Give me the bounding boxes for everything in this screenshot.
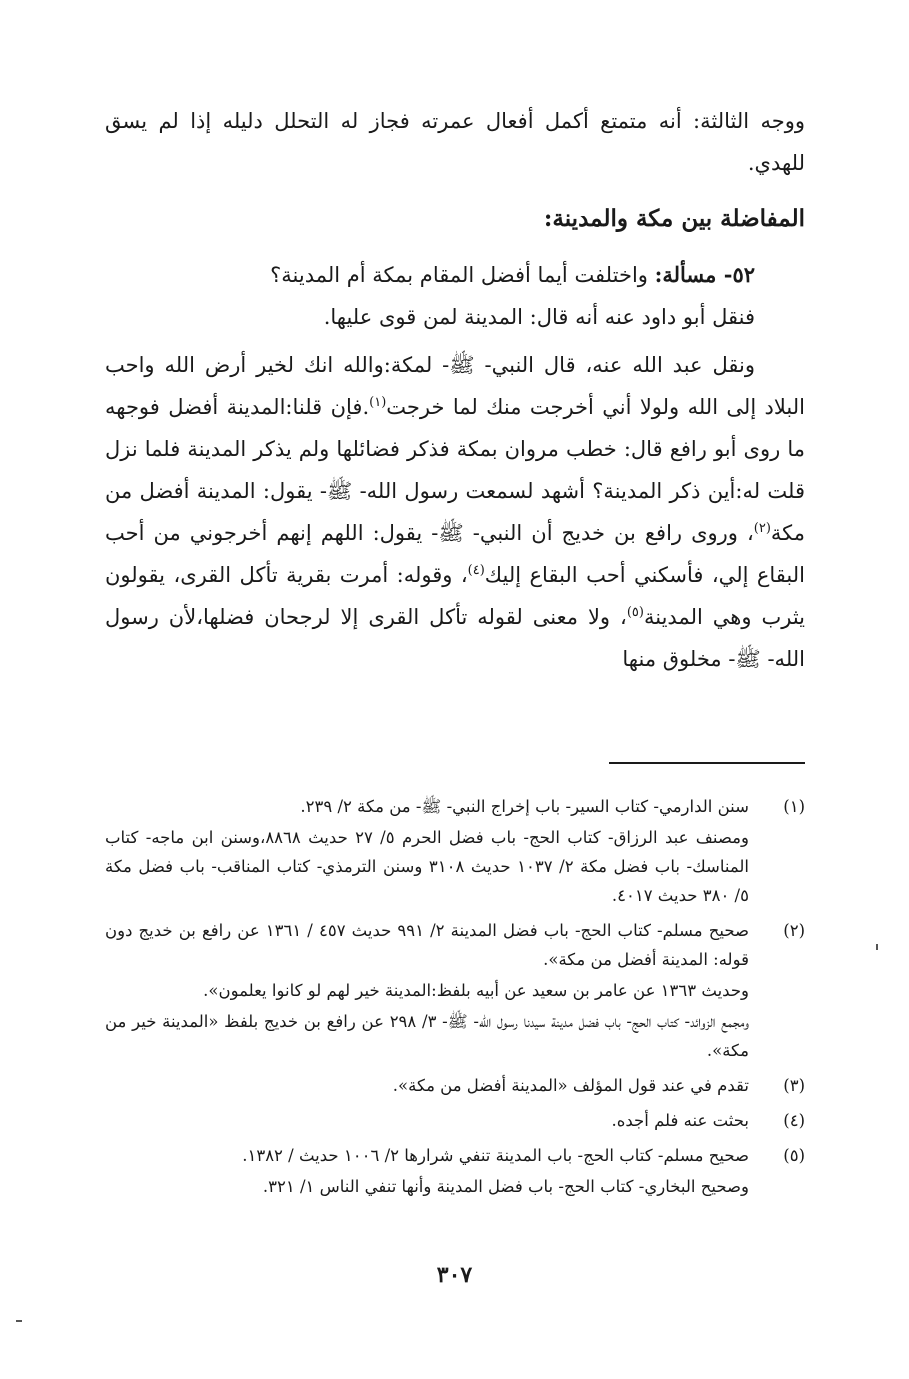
footnote-2 — [105, 916, 805, 1065]
footnote-line: سنن الدارمي- كتاب السير- باب إخراج النبي- ﷺ- من مكة ٢/ ٢٣٩. — [300, 797, 749, 816]
issue-question: واختلفت أيما أفضل المقام بمكة أم المدينة؟ — [270, 263, 655, 287]
footnote-4 — [105, 1106, 805, 1135]
footnote-line: صحيح مسلم- كتاب الحج- باب المدينة تنفي شرارها ٢/ ١٠٠٦ حديث / ١٣٨٢. — [242, 1146, 749, 1165]
footnote-ref-2[interactable]: (٢) — [753, 521, 771, 536]
footnote-number: (١) — [783, 797, 805, 816]
issue-52 — [105, 254, 805, 296]
main-text-block — [105, 100, 805, 680]
paragraph-third-aspect: ووجه الثالثة: أنه متمتع أكمل أفعال عمرته فجاز له التحلل دليله إذا لم يسق للهدي. — [105, 109, 805, 175]
footnote-line: بحثت عنه فلم أجده. — [611, 1111, 749, 1130]
main-text-part-5: ، ولا معنى لقوله تأكل القرى إلا لرجحان فضلها،لأن رسول الله- ﷺ- مخلوق منها — [105, 605, 805, 671]
footnote-5 — [105, 1141, 805, 1201]
footnote-line: ومجمع الزوائد- كتاب الحج- باب فضل مدينة سيدنا رسول الله- ﷺ- ٣/ ٢٩٨ عن رافع بن خديج بلفظ «المدينة خير من مكة». — [105, 1012, 749, 1060]
main-text-part-4: ، وقوله: أمرت بقرية تأكل القرى، يقولون يثرب وهي المدينة — [105, 563, 805, 629]
footnote-number: (٥) — [783, 1146, 805, 1165]
scan-speck — [16, 1320, 22, 1322]
main-text-part-3: ، وروى رافع بن خديج أن النبي- ﷺ- يقول: اللهم إنهم أخرجوني من أحب البقاع إلي، فأسكني أحب البقاع إليك — [105, 521, 805, 587]
footnote-line: تقدم في عند قول المؤلف «المدينة أفضل من مكة». — [392, 1076, 749, 1095]
main-text-part-1: ونقل عبد الله عنه، قال النبي- ﷺ- لمكة:والله انك لخير أرض الله واحب البلاد إلى الله ولولا أني أخرجت منك لما خرجت — [105, 353, 806, 419]
section-heading: المفاضلة بين مكة والمدينة: — [543, 205, 805, 232]
footnote-ref-5[interactable]: (٥) — [626, 605, 644, 620]
page-number: ٣٠٧ — [436, 1262, 473, 1288]
footnote-divider — [609, 762, 805, 764]
issue-number: ٥٢- مسألة: — [654, 262, 755, 287]
footnotes-block — [105, 792, 805, 1207]
scan-speck — [876, 944, 878, 950]
footnote-line: وحديث ١٣٦٣ عن عامر بن سعيد عن أبيه بلفظ:المدينة خير لهم لو كانوا يعلمون». — [203, 981, 749, 1000]
main-text-part-2: .فإن قلنا:المدينة أفضل فوجهه ما روى أبو رافع قال: خطب مروان بمكة فذكر فضائلها ولم يذكر المدينة فلما نزل قلت له:أين ذكر المدينة؟ أشهد لسمعت رسول الله- ﷺ- يقول: المدينة أفضل من مكة — [105, 395, 805, 545]
footnote-number: (٣) — [783, 1076, 805, 1095]
footnote-line: وصحيح البخاري- كتاب الحج- باب فضل المدينة وأنها تنفي الناس ١/ ٣٢١. — [262, 1177, 749, 1196]
footnote-ref-4[interactable]: (٤) — [467, 563, 485, 578]
paragraph-abu-dawud: فنقل أبو داود عنه أنه قال: المدينة لمن قوى عليها. — [323, 305, 755, 329]
footnote-line: صحيح مسلم- كتاب الحج- باب فضل المدينة ٢/ ٩٩١ حديث ٤٥٧ / ١٣٦١ عن رافع بن خديج دون قوله: المدينة أفضل من مكة». — [105, 921, 749, 969]
footnote-number: (٢) — [783, 921, 805, 940]
paragraph-main-argument — [105, 344, 805, 680]
footnote-3 — [105, 1071, 805, 1100]
footnote-ref-1[interactable]: (١) — [369, 395, 387, 410]
footnote-line: ومصنف عبد الرزاق- كتاب الحج- باب فضل الحرم ٥/ ٢٧ حديث ٨٨٦٨،وسنن ابن ماجه- كتاب المناسك- باب فضل مكة ٢/ ١٠٣٧ حديث ٣١٠٨ وسنن الترمذي- كتاب المناقب- باب فضل مكة ٥/ ٣٨٠ حديث ٤٠١٧. — [105, 828, 749, 905]
footnote-1 — [105, 792, 805, 910]
footnote-number: (٤) — [783, 1111, 805, 1130]
